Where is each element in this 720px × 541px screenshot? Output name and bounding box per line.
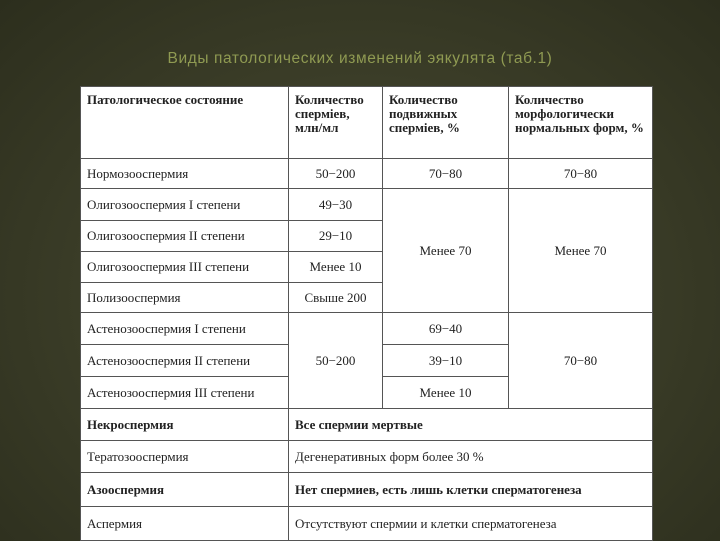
table-row [81,313,653,345]
row-name: Тератозооспермия [81,441,289,473]
ejaculate-table [80,86,653,541]
row-name: Азооспермия [81,473,289,507]
cell-morph-oligo-group: Менее 70 [509,189,653,313]
cell-count: 29−10 [289,221,383,252]
cell-morph: 70−80 [509,159,653,189]
slide-title: Виды патологических изменений эякулята (таб.1) [167,50,553,67]
row-name: Нормозооспермия [81,159,289,189]
header-row [81,87,653,159]
table-row [81,189,653,221]
cell-description: Все спермии мертвые [289,409,653,441]
cell-count: 50−200 [289,159,383,189]
header-motile: Количество подвижных сперміев, % [383,87,509,159]
cell-description: Нет спермиев, есть лишь клетки сперматогенеза [289,473,653,507]
cell-count: Менее 10 [289,252,383,283]
row-name: Астенозооспермия III степени [81,377,289,409]
cell-count: 49−30 [289,189,383,221]
cell-motile-oligo-group: Менее 70 [383,189,509,313]
cell-description: Отсутствуют спермии и клетки сперматогенеза [289,507,653,541]
table-row [81,473,653,507]
cell-morph-astheno-group: 70−80 [509,313,653,409]
cell-motile: 69−40 [383,313,509,345]
cell-count: Свыше 200 [289,283,383,313]
cell-motile: 70−80 [383,159,509,189]
row-name: Олигозооспермия III степени [81,252,289,283]
cell-count-astheno-group: 50−200 [289,313,383,409]
row-name: Астенозооспермия I степени [81,313,289,345]
row-name: Астенозооспермия II степени [81,345,289,377]
table-row [81,159,653,189]
table-row [81,507,653,541]
row-name: Олигозооспермия II степени [81,221,289,252]
table-row [81,441,653,473]
header-morph: Количество морфологически нормальных форм, % [509,87,653,159]
cell-motile: Менее 10 [383,377,509,409]
row-name: Аспермия [81,507,289,541]
row-name: Полизооспермия [81,283,289,313]
header-count: Количество сперміев, млн/мл [289,87,383,159]
row-name: Некроспермия [81,409,289,441]
cell-motile: 39−10 [383,345,509,377]
cell-description: Дегенеративных форм более 30 % [289,441,653,473]
row-name: Олигозооспермия I степени [81,189,289,221]
ejaculate-table-container [80,86,652,540]
table-row [81,409,653,441]
header-state: Патологическое состояние [81,87,289,159]
